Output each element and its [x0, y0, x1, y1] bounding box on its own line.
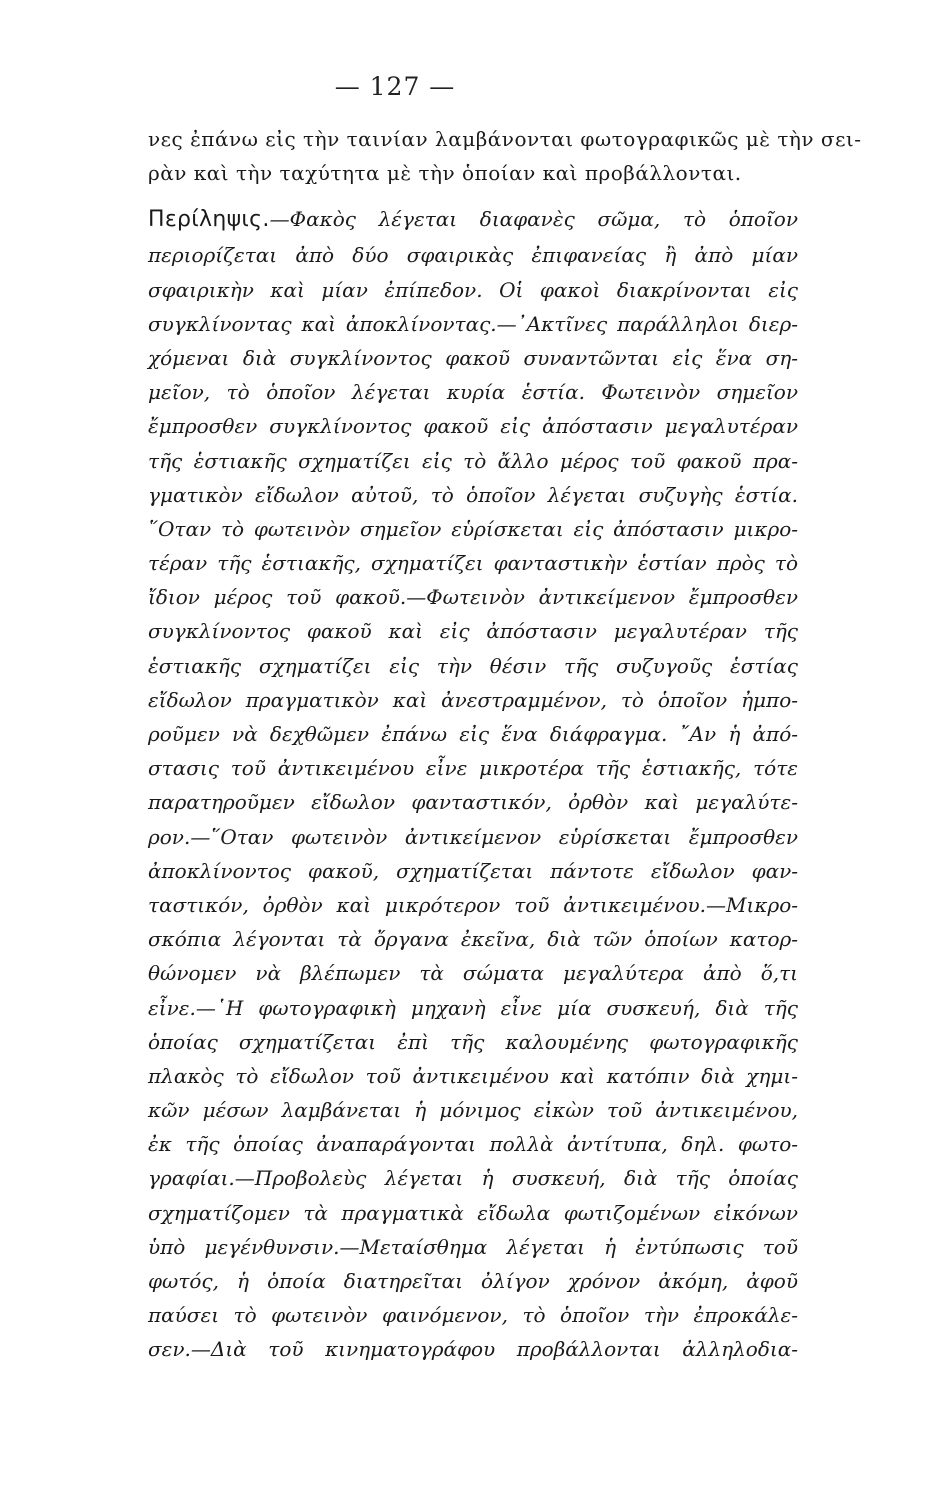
- text-line: ρον.—῞Οταν φωτεινὸν ἀντικείμενον εὑρίσκεται ἔμπροσθεν: [148, 824, 798, 849]
- text-line: ἐκ τῆς ὁποίας ἀναπαράγονται πολλὰ ἀντίτυπα, δηλ. φωτο-: [148, 1132, 798, 1157]
- text-line: συγκλίνοντος φακοῦ καὶ εἰς ἀπόστασιν μεγαλυτέραν τῆς: [148, 619, 798, 644]
- text-line: κῶν μέσων λαμβάνεται ἡ μόνιμος εἰκὼν τοῦ ἀντικειμένου,: [148, 1098, 798, 1123]
- text-line: γματικὸν εἴδωλον αὐτοῦ, τὸ ὁποῖον λέγεται συζυγὴς ἑστία.: [148, 482, 798, 507]
- text-line: ἔμπροσθεν συγκλίνοντος φακοῦ εἰς ἀπόστασιν μεγαλυτέραν: [148, 414, 798, 439]
- text-line: στασις τοῦ ἀντικειμένου εἶνε μικροτέρα τῆς ἑστιακῆς, τότε: [148, 756, 798, 781]
- text-line: παύσει τὸ φωτεινὸν φαινόμενον, τὸ ὁποῖον τὴν ἐπροκάλε-: [148, 1303, 798, 1328]
- text-line: σφαιρικὴν καὶ μίαν ἐπίπεδον. Οἱ φακοὶ διακρίνονται εἰς: [148, 277, 798, 302]
- text-line: νες ἐπάνω εἰς τὴν ταινίαν λαμβάνονται φωτογραφικῶς μὲ τὴν σει-: [148, 127, 862, 151]
- text-line: τέραν τῆς ἑστιακῆς, σχηματίζει φανταστικὴν ἑστίαν πρὸς τὸ: [148, 551, 798, 576]
- paragraph-continuation: [148, 122, 862, 190]
- text-line: ἀποκλίνοντος φακοῦ, σχηματίζεται πάντοτε εἴδωλον φαν-: [148, 858, 798, 883]
- heading-line-rest: —Φακὸς λέγεται διαφανὲς σῶμα, τὸ ὁποῖον: [269, 207, 798, 232]
- text-line: ἑστιακῆς σχηματίζει εἰς τὴν θέσιν τῆς συζυγοῦς ἑστίας: [148, 653, 798, 678]
- text-line: θώνομεν νὰ βλέπωμεν τὰ σώματα μεγαλύτερα ἀπὸ ὅ,τι: [148, 961, 798, 986]
- text-line: σκόπια λέγονται τὰ ὄργανα ἐκεῖνα, διὰ τῶν ὁποίων κατορ-: [148, 927, 798, 952]
- page-number: — 127 —: [334, 72, 456, 101]
- text-line: συγκλίνοντας καὶ ἀποκλίνοντας.—᾿Ακτῖνες παράλληλοι διερ-: [148, 311, 798, 336]
- section-heading: Περίληψις.: [148, 207, 270, 233]
- body-text: [148, 122, 862, 1367]
- text-line: ταστικόν, ὀρθὸν καὶ μικρότερον τοῦ ἀντικειμένου.—Μικρο-: [148, 892, 798, 917]
- text-line: ὁποίας σχηματίζεται ἐπὶ τῆς καλουμένης φωτογραφικῆς: [148, 1029, 798, 1054]
- text-line: εἶνε.—῾Η φωτογραφικὴ μηχανὴ εἶνε μία συσκευή, διὰ τῆς: [148, 995, 798, 1020]
- text-line: φωτός, ἡ ὁποία διατηρεῖται ὀλίγον χρόνον ἀκόμη, ἀφοῦ: [148, 1269, 798, 1293]
- text-line: σεν.—Διὰ τοῦ κινηματογράφου προβάλλονται ἀλληλοδια-: [148, 1337, 798, 1362]
- text-line: τῆς ἑστιακῆς σχηματίζει εἰς τὸ ἄλλο μέρος τοῦ φακοῦ πρα-: [148, 448, 798, 473]
- text-line: σχηματίζομεν τὰ πραγματικὰ εἴδωλα φωτιζομένων εἰκόνων: [148, 1200, 798, 1225]
- text-line: χόμεναι διὰ συγκλίνοντος φακοῦ συναντῶνται εἰς ἕνα ση-: [148, 345, 798, 370]
- text-line: πλακὸς τὸ εἴδωλον τοῦ ἀντικειμένου καὶ κατόπιν διὰ χημι-: [148, 1063, 798, 1088]
- summary-paragraph: [148, 200, 798, 1366]
- text-line: εἴδωλον πραγματικὸν καὶ ἀνεστραμμένον, τὸ ὁποῖον ἠμπο-: [148, 687, 798, 712]
- text-line: γραφίαι.—Προβολεὺς λέγεται ἡ συσκευή, διὰ τῆς ὁποίας: [148, 1166, 798, 1191]
- text-line: ὑπὸ μεγένθυνσιν.—Μεταίσθημα λέγεται ἡ ἐντύπωσις τοῦ: [148, 1234, 798, 1259]
- text-line: ρὰν καὶ τὴν ταχύτητα μὲ τὴν ὁποίαν καὶ προβάλλονται.: [148, 161, 742, 186]
- text-line: [148, 200, 798, 238]
- text-line: παρατηροῦμεν εἴδωλον φανταστικόν, ὀρθὸν καὶ μεγαλύτε-: [148, 790, 798, 815]
- text-line: ροῦμεν νὰ δεχθῶμεν ἐπάνω εἰς ἕνα διάφραγμα. ῎Αν ἡ ἀπό-: [148, 722, 798, 746]
- text-line: περιορίζεται ἀπὸ δύο σφαιρικὰς ἐπιφανείας ἢ ἀπὸ μίαν: [148, 243, 798, 268]
- text-line: ῞Οταν τὸ φωτεινὸν σημεῖον εὑρίσκεται εἰς ἀπόστασιν μικρο-: [148, 516, 798, 541]
- text-line: ἴδιον μέρος τοῦ φακοῦ.—Φωτεινὸν ἀντικείμενον ἔμπροσθεν: [148, 585, 798, 610]
- text-line: μεῖον, τὸ ὁποῖον λέγεται κυρία ἑστία. Φωτεινὸν σημεῖον: [148, 380, 798, 405]
